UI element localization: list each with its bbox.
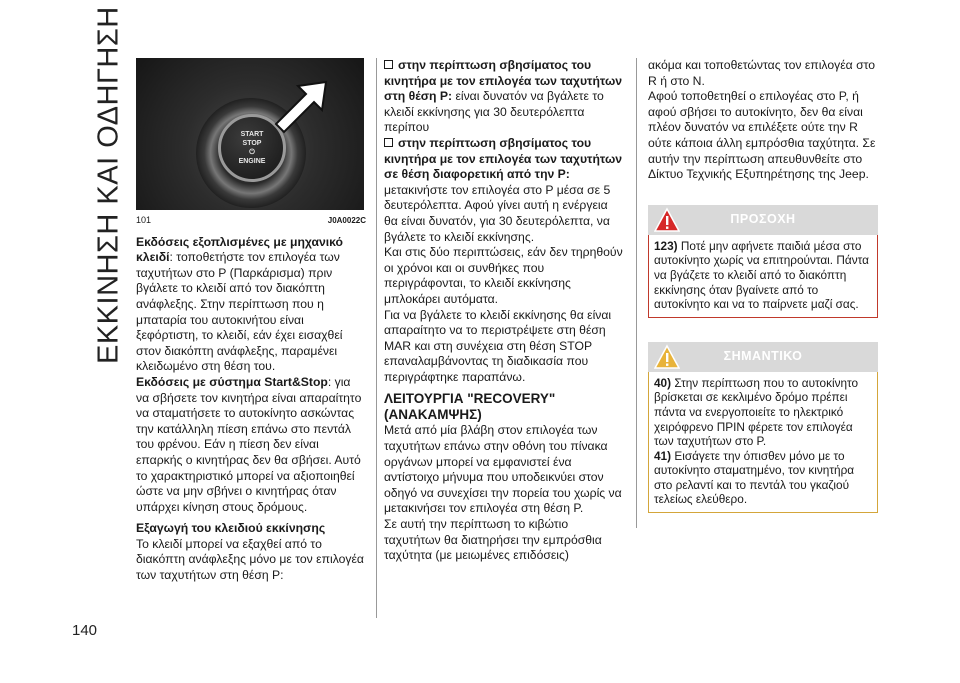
paragraph-both-cases: Και στις δύο περιπτώσεις, εάν δεν τηρηθούν οι χρόνοι και οι συνθήκες που περιγράφονται, το κλειδί εκκίνησης μπλοκάρει αυτόματα.: [384, 245, 623, 306]
page-number: 140: [72, 622, 98, 639]
paragraph-service-network: Αφού τοποθετηθεί ο επιλογέας στο P, ή αφού σβήσει το αυτοκίνητο, δεν θα είναι πλέον δυνατόν να επιλέξετε ούτε την R ούτε κάποια άλλη εμπρόσθια ταχύτητα. Σε αυτήν την περίπτωση απευθυνθείτε στο Δίκτυο Τεχνικής Εξυπηρέτησης της Jeep.: [648, 89, 876, 182]
column-divider: [636, 58, 637, 528]
important-text: Στην περίπτωση που το αυτοκίνητο βρίσκεται σε κεκλιμένο δρόμο πρέπει πάντα να ενεργοποιείτε το ηλεκτρικό χειρόφρενο ΠΡΙΝ φέρετε τον επιλογέα των ταχυτήτων στο P.: [654, 375, 859, 449]
figure-code: J0A0022C: [327, 216, 366, 225]
pointer-arrow-icon: [268, 80, 328, 140]
figure-number: 101: [136, 215, 152, 225]
important-title: ΣΗΜΑΝΤΙΚΟ: [723, 348, 803, 363]
important-note-number: 41): [654, 448, 672, 463]
paragraph-key-extraction: Το κλειδί μπορεί να εξαχθεί από το διακόπτη ανάφλεξης μόνο με τον επιλογέα των ταχυτήτων στη θέση P:: [136, 536, 364, 583]
heading-recovery: ΛΕΙΤΟΥΡΓΙΑ "RECOVERY" (ΑΝΑΚΑΜΨΗΣ): [384, 391, 556, 423]
ignition-button-photo: [136, 58, 364, 210]
paragraph-r-n: ακόμα και τοποθετώντας τον επιλογέα στο R ή στο N.: [648, 58, 876, 88]
heading-key-extraction: Εξαγωγή του κλειδιού εκκίνησης: [136, 521, 326, 536]
warning-note-number: 123): [654, 238, 678, 253]
paragraph-mar-stop: Για να βγάλετε το κλειδί εκκίνησης θα είναι απαραίτητο να το περιστρέψετε στη θέση MAR και στη συνέχεια στη θέση STOP επαναλαμβάνοντας τη διαδικασία που περιγράφτηκε παραπάνω.: [384, 307, 612, 384]
button-line: START: [240, 131, 264, 138]
caution-triangle-icon: [654, 344, 680, 370]
column-3: [648, 58, 878, 513]
paragraph-mechanical-key: Εκδόσεις εξοπλισμένες με μηχανικό κλειδί: τοποθετήστε τον επιλογέα των ταχυτήτων στο P (Παρκάρισμα) πριν βγάλετε το κλειδί από τον διακόπτη ανάφλεξης. Στην περίπτωση που η μπαταρία του αυτοκινήτου είναι ξεφόρτιστη, το κλειδί, εάν έχει εισαχθεί στον διακόπτη ανάφλεξης, παραμένει κλειδωμένο στη θέση του.: [136, 234, 343, 374]
important-text: Εισάγετε την όπισθεν μόνο με το αυτοκίνητο σταματημένο, τον κινητήρα στο ρελαντί και το πεντάλ του γκαζιού τελείως ελεύθερο.: [654, 448, 855, 507]
button-line: STOP: [242, 140, 262, 147]
figure-caption: [136, 213, 366, 229]
bullet-square-icon: [384, 138, 393, 147]
column-divider: [376, 58, 377, 618]
power-icon: ⏻: [249, 149, 255, 156]
warning-box: [648, 235, 878, 318]
bullet-p-position: στην περίπτωση σβησίματος του κινητήρα με τον επιλογέα των ταχυτήτων στη θέση P: είναι δυνατόν να βγάλετε το κλειδί εκκίνησης για 30 δευτερόλεπτα περίπου: [384, 58, 623, 135]
important-box: [648, 372, 878, 513]
warning-triangle-icon: [654, 207, 680, 233]
paragraph-recovery-gear: Σε αυτή την περίπτωση το κιβώτιο ταχυτήτων θα διατηρήσει την εμπρόσθια ταχύτητα (με μειωμένες επιδόσεις): [384, 517, 602, 563]
bullet-other-position: στην περίπτωση σβησίματος του κινητήρα με τον επιλογέα των ταχυτήτων σε θέση διαφορετική από την P: μετακινήστε τον επιλογέα στο P μέσα σε 5 δευτερόλεπτα. Αφού γίνει αυτή η ενέργεια θα είναι δυνατόν, για 30 δευτερόλεπτα, να βγάλετε το κλειδί εκκίνησης.: [384, 135, 623, 244]
warning-title: ΠΡΟΣΟΧΗ: [730, 211, 796, 226]
paragraph-start-stop: Εκδόσεις με σύστημα Start&Stop: για να σβήσετε τον κινητήρα είναι απαραίτητο να σταματήσετε το αυτοκίνητο ασκώντας την κατάλληλη πίεση επάνω στο πεντάλ του φρένου. Εάν η πίεση δεν είναι επαρκής ο κινητήρας δεν θα σβήσει. Αυτό το χαρακτηριστικό μπορεί να αξιοποιηθεί ώστε να μην σβήνει ο κινητήρας όταν υπάρχει κίνηση στους δρόμους.: [136, 374, 362, 514]
paragraph-recovery: Μετά από μία βλάβη στον επιλογέα των ταχυτήτων επάνω στην οθόνη του πίνακα οργάνων μπορεί να εμφανιστεί ένα αντίστοιχο μήνυμα που υποδεικνύει στον οδηγό να συνεχίσει την πορεία του χωρίς να μετακινήσει τον επιλογέα στη θέση P.: [384, 423, 622, 516]
bullet-square-icon: [384, 60, 393, 69]
warning-header: [648, 205, 878, 235]
important-header: [648, 342, 878, 372]
column-2: [384, 58, 624, 564]
button-line: ENGINE: [238, 158, 266, 165]
chapter-title: ΕΚΚΙΝΗΣΗ ΚΑΙ ΟΔΗΓΗΣΗ: [92, 6, 125, 364]
column-1: [136, 58, 366, 584]
important-note-number: 40): [654, 375, 672, 390]
warning-text: Ποτέ μην αφήνετε παιδιά μέσα στο αυτοκίνητο χωρίς να επιτηρούνται. Πάντα να βγάζετε το κλειδί από το διακόπτη εκκίνησης όταν βγαίνετε από το αυτοκίνητο και να το παίρνετε μαζί σας.: [654, 238, 869, 312]
